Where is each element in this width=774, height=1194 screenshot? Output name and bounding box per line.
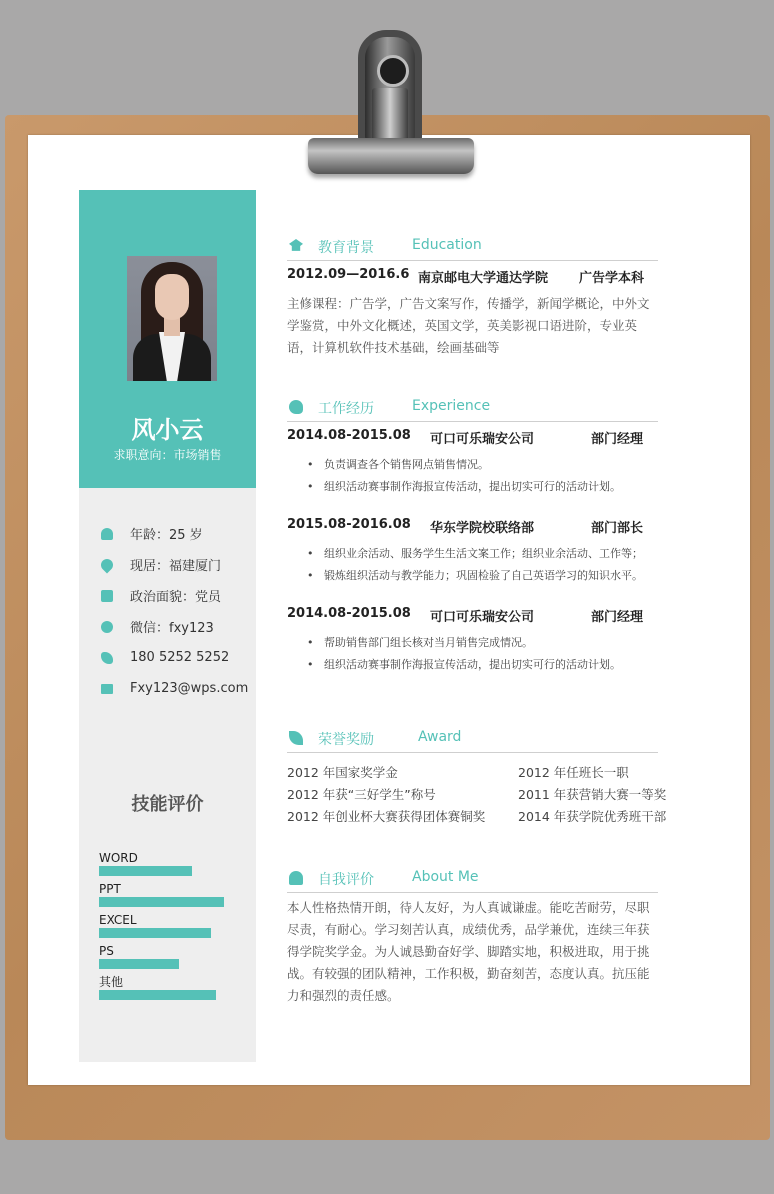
location-pin-icon xyxy=(99,556,116,573)
list-item: • 锻炼组织活动与教学能力；巩固检验了自己英语学习的知识水平。 xyxy=(287,565,658,587)
award-item: 2014 年获学院优秀班干部 xyxy=(518,809,667,824)
document-icon xyxy=(101,590,113,602)
resume-sidebar xyxy=(79,190,256,1062)
profile-photo xyxy=(127,256,217,381)
profile-name: 风小云 xyxy=(131,416,204,444)
list-item: • 帮助销售部门组长核对当月销售完成情况。 xyxy=(287,632,658,654)
skills-title: 技能评价 xyxy=(131,794,204,815)
award-item: 2012 年获“三好学生”称号 xyxy=(287,787,436,802)
graduation-cap-icon xyxy=(289,239,303,253)
skill-bar xyxy=(99,897,224,907)
list-item: • 组织业余活动、服务学生生活文案工作；组织业余活动、工作等； xyxy=(287,543,658,565)
info-phone: 180 5252 5252 xyxy=(101,642,248,673)
skill-excel: EXCEL xyxy=(99,913,138,944)
phone-icon xyxy=(101,652,113,664)
skill-other: 其他 xyxy=(99,975,138,1006)
award-item: 2011 年获营销大赛一等奖 xyxy=(518,787,667,802)
info-email: Fxy123@wps.com xyxy=(101,673,248,704)
profile-header xyxy=(79,190,256,488)
info-location: 现居：福建厦门 xyxy=(101,549,248,580)
skills-list xyxy=(99,851,138,1006)
education-section xyxy=(287,235,658,359)
info-wechat: 微信：fxy123 xyxy=(101,611,248,642)
job-entry: 2014.08-2015.08 可口可乐瑞安公司 部门经理 • 帮助销售部门组长核对当月销售完成情况。 • 组织活动赛事制作海报宣传活动，提出切实可行的活动计划。 xyxy=(287,606,658,676)
user-icon xyxy=(289,871,303,885)
skill-ppt: PPT xyxy=(99,882,138,913)
award-item: 2012 年任班长一职 xyxy=(518,765,629,780)
binder-clip xyxy=(308,138,474,174)
job-entry: 2014.08-2015.08 可口可乐瑞安公司 部门经理 • 负责调查各个销售网点销售情况。 • 组织活动赛事制作海报宣传活动，提出切实可行的活动计划。 xyxy=(287,428,658,498)
section-header: 自我评价 About Me xyxy=(287,867,658,893)
job-entry: 2015.08-2016.08 华东学院校联络部 部门部长 • 组织业余活动、服务学生生活文案工作；组织业余活动、工作等； • 锻炼组织活动与教学能力；巩固检验了自己英语学习的知识水平。 xyxy=(287,517,658,587)
about-section xyxy=(287,867,658,1007)
section-header: 荣誉奖励 Award xyxy=(287,727,658,753)
leaf-icon xyxy=(289,731,303,745)
education-row: 2012.09—2016.6 南京邮电大学通达学院 广告学本科 xyxy=(287,267,645,286)
award-item: 2012 年国家奖学金 xyxy=(287,765,398,780)
skill-bar xyxy=(99,928,211,938)
list-item: • 负责调查各个销售网点销售情况。 xyxy=(287,454,658,476)
wechat-icon xyxy=(101,621,113,633)
personal-info-list xyxy=(101,518,248,704)
skill-bar xyxy=(99,990,216,1000)
about-text: 本人性格热情开朗，待人友好，为人真诚谦虚。能吃苦耐劳，尽职尽责，有耐心。学习刻苦认真，成绩优秀，品学兼优，连续三年获得学院奖学金。为人诚恳勤奋好学、脚踏实地，积极进取，用于挑战。有较强的团队精神，工作积极，勤奋刻苦，态度认真。抗压能力和强烈的责任感。 xyxy=(287,900,650,1003)
experience-section xyxy=(287,396,658,676)
awards-section xyxy=(287,727,667,824)
person-icon xyxy=(101,528,113,540)
list-item: • 组织活动赛事制作海报宣传活动，提出切实可行的活动计划。 xyxy=(287,476,658,498)
mail-icon xyxy=(101,684,113,694)
info-politics: 政治面貌：党员 xyxy=(101,580,248,611)
job-intent: 求职意向：市场销售 xyxy=(113,448,222,462)
skill-bar xyxy=(99,866,192,876)
skill-ps: PS xyxy=(99,944,138,975)
skill-word: WORD xyxy=(99,851,138,882)
skill-bar xyxy=(99,959,179,969)
education-courses: 主修课程：广告学，广告文案写作，传播学，新闻学概论，中外文学鉴赏，中外文化概述，英国文学，英美影视口语进阶，专业英语，计算机软件技术基础，绘画基础等 xyxy=(287,296,650,355)
section-header: 工作经历 Experience xyxy=(287,396,658,422)
award-item: 2012 年创业杯大赛获得团体赛铜奖 xyxy=(287,809,486,824)
info-age: 年龄：25 岁 xyxy=(101,518,248,549)
handshake-icon xyxy=(289,400,303,414)
binder-clip-neck xyxy=(372,88,408,142)
list-item: • 组织活动赛事制作海报宣传活动，提出切实可行的活动计划。 xyxy=(287,654,658,676)
section-header: 教育背景 Education xyxy=(287,235,658,261)
